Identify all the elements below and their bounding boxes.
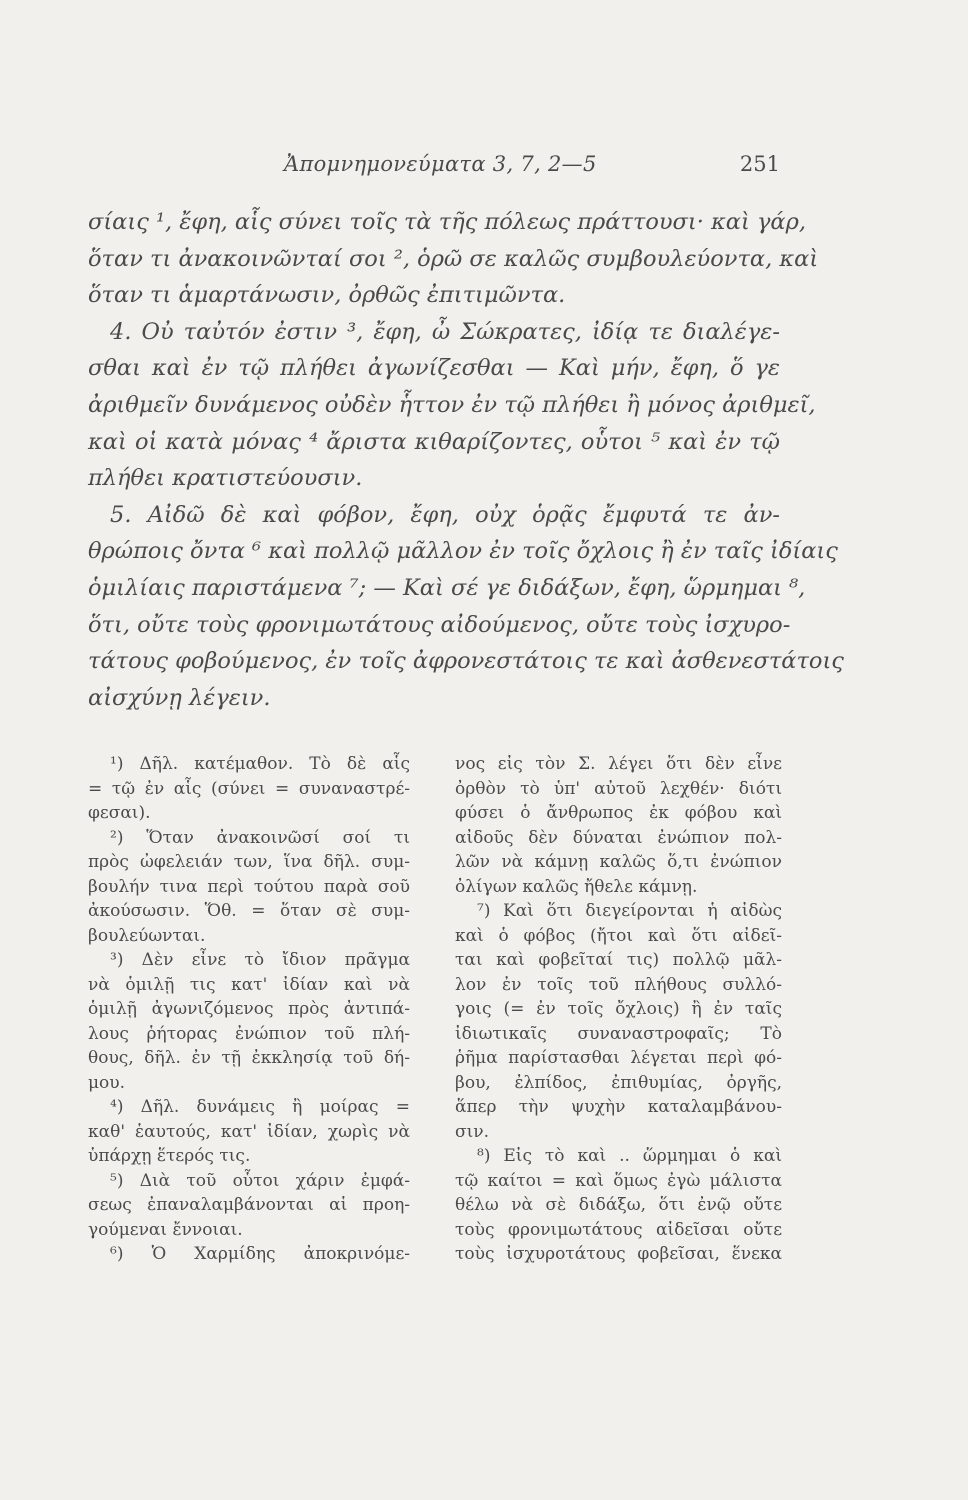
footnote-7: ⁷) Καὶ ὅτι διεγείρονται ἡ αἰδὼς — [477, 901, 782, 921]
footnote-line: καθ' ἑαυτούς, κατ' ἰδίαν, χωρὶς νὰ — [88, 1121, 410, 1142]
footnote-line: γοις (= ἐν τοῖς ὄχλοις) ἢ ἐν ταῖς — [455, 999, 782, 1019]
text-line: ὅταν τι ἁμαρτάνωσιν, ὀρθῶς ἐπιτιμῶντα. — [88, 282, 566, 309]
footnote-line: ται καὶ φοβεῖταί τις) πολλῷ μᾶλ- — [455, 950, 782, 970]
paragraph-5-start: 5. Αἰδῶ δὲ καὶ φόβον, ἔφη, οὐχ ὁρᾷς ἔμφυτά τε ἀν- — [110, 501, 780, 528]
footnote-6: ⁶) Ὁ Χαρμίδης ἀποκρινόμε- — [110, 1244, 410, 1264]
footnote-line: λον ἐν τοῖς τοῦ πλήθους συλλό- — [455, 974, 782, 995]
text-line: ἀριθμεῖν δυνάμενος οὐδὲν ἧττον ἐν τῷ πλήθει ἢ μόνος ἀριθμεῖ, — [88, 391, 816, 418]
footnote-8: ⁸) Εἰς τὸ καὶ .. ὥρμημαι ὁ καὶ — [477, 1146, 782, 1166]
footnote-line: λους ῥήτορας ἐνώπιον τοῦ πλή- — [88, 1023, 410, 1044]
footnote-line: σιν. — [455, 1121, 490, 1142]
running-title: Ἀπομνημονεύματα 3, 7, 2—5 — [284, 152, 597, 176]
text-line: πλήθει κρατιστεύουσιν. — [88, 465, 363, 492]
footnote-1: ¹) Δῆλ. κατέμαθον. Τὸ δὲ αἷς — [110, 754, 410, 774]
footnotes-right-column — [455, 752, 782, 1267]
text-line: καὶ οἱ κατὰ μόνας ⁴ ἄριστα κιθαρίζοντες, οὗτοι ⁵ καὶ ἐν τῷ — [88, 428, 780, 455]
footnote-line: φεσαι). — [88, 803, 151, 823]
text-line: ὅταν τι ἀνακοινῶνταί σοι ², ὁρῶ σε καλῶς συμβουλεύοντα, καὶ — [88, 245, 819, 272]
footnote-line: ὀρθὸν τὸ ὑπ' αὐτοῦ λεχθέν· διότι — [455, 778, 782, 799]
footnote-line: θέλω νὰ σὲ διδάξω, ὅτι ἐνῷ οὔτε — [455, 1195, 782, 1215]
footnote-4: ⁴) Δῆλ. δυνάμεις ἢ μοίρας = — [110, 1097, 410, 1117]
footnote-line: ῥῆμα παρίστασθαι λέγεται περὶ φό- — [455, 1048, 782, 1068]
text-line: ὅτι, οὔτε τοὺς φρονιμωτάτους αἰδούμενος, οὔτε τοὺς ἰσχυρο- — [88, 611, 791, 638]
footnote-line: αἰδοῦς δὲν δύναται ἐνώπιον πολ- — [455, 827, 782, 848]
footnote-line: βουλήν τινα περὶ τούτου παρὰ σοῦ — [88, 876, 410, 897]
footnote-line: τῷ καίτοι = καὶ ὅμως ἐγὼ μάλιστα — [455, 1170, 782, 1191]
main-text — [88, 204, 844, 716]
footnote-line: καὶ ὁ φόβος (ἤτοι καὶ ὅτι αἰδεῖ- — [455, 925, 782, 946]
text-line: τάτους φοβούμενος, ἐν τοῖς ἀφρονεστάτοις τε καὶ ἀσθενεστάτοις — [88, 648, 844, 675]
footnote-5: ⁵) Διὰ τοῦ οὗτοι χάριν ἐμφά- — [110, 1170, 410, 1191]
footnotes-left-column — [88, 752, 410, 1267]
footnote-line: ἅπερ τὴν ψυχὴν καταλαμβάνου- — [455, 1097, 782, 1117]
footnote-line: ὑπάρχῃ ἕτερός τις. — [88, 1146, 251, 1166]
footnote-line: θους, δῆλ. ἐν τῇ ἐκκλησίᾳ τοῦ δή- — [88, 1048, 410, 1068]
footnote-line: μου. — [88, 1072, 126, 1093]
footnote-line: λῶν νὰ κάμνῃ καλῶς ὅ,τι ἐνώπιον — [455, 852, 782, 872]
text-line: αἰσχύνῃ λέγειν. — [88, 684, 271, 711]
footnote-line: ὀλίγων καλῶς ἤθελε κάμνῃ. — [455, 876, 698, 897]
footnote-line: φύσει ὁ ἄνθρωπος ἐκ φόβου καὶ — [455, 803, 782, 823]
footnote-line: τοὺς ἰσχυροτάτους φοβεῖσαι, ἕνεκα — [455, 1244, 782, 1264]
footnote-line: πρὸς ὠφελειάν των, ἵνα δῆλ. συμ- — [88, 852, 410, 872]
text-line: σθαι καὶ ἐν τῷ πλήθει ἀγωνίζεσθαι — Καὶ μήν, ἔφη, ὅ γε — [88, 355, 780, 382]
footnote-line: βου, ἐλπίδος, ἐπιθυμίας, ὀργῆς, — [455, 1072, 782, 1093]
footnote-line: νὰ ὁμιλῇ τις κατ' ἰδίαν καὶ νὰ — [88, 974, 410, 995]
footnote-line: βουλεύωνται. — [88, 925, 206, 946]
footnote-line: νος εἰς τὸν Σ. λέγει ὅτι δὲν εἶνε — [455, 754, 782, 774]
text-line: σίαις ¹, ἔφη, αἷς σύνει τοῖς τὰ τῆς πόλεως πράττουσι· καὶ γάρ, — [88, 209, 806, 235]
footnote-line: ἰδιωτικαῖς συναναστροφαῖς; Τὸ — [455, 1023, 782, 1044]
footnote-line: σεως ἐπαναλαμβάνονται αἱ προη- — [88, 1195, 410, 1215]
text-line: θρώποις ὄντα ⁶ καὶ πολλῷ μᾶλλον ἐν τοῖς ὄχλοις ἢ ἐν ταῖς ἰδίαις — [88, 538, 838, 565]
text-line: ὁμιλίαις παριστάμενα ⁷; — Καὶ σέ γε διδάξων, ἔφη, ὥρμημαι ⁸, — [88, 574, 806, 601]
paragraph-4-start: 4. Οὐ ταὐτόν ἐστιν ³, ἔφη, ὦ Σώκρατες, ἰδίᾳ τε διαλέγε- — [110, 318, 780, 345]
page-number: 251 — [739, 152, 780, 176]
footnote-line: γούμεναι ἔννοιαι. — [88, 1219, 243, 1240]
footnote-line: τοὺς φρονιμωτάτους αἰδεῖσαι οὔτε — [455, 1219, 782, 1240]
footnote-3: ³) Δὲν εἶνε τὸ ἴδιον πρᾶγμα — [110, 950, 410, 970]
footnote-line: ὁμιλῇ ἀγωνιζόμενος πρὸς ἀντιπά- — [88, 999, 410, 1019]
footnote-line: ἀκούσωσιν. Ὅθ. = ὅταν σὲ συμ- — [88, 901, 410, 921]
footnote-2: ²) Ὅταν ἀνακοινῶσί σοί τι — [110, 827, 410, 848]
footnote-line: = τῷ ἐν αἷς (σύνει = συναναστρέ- — [88, 778, 410, 799]
running-header — [284, 152, 780, 186]
